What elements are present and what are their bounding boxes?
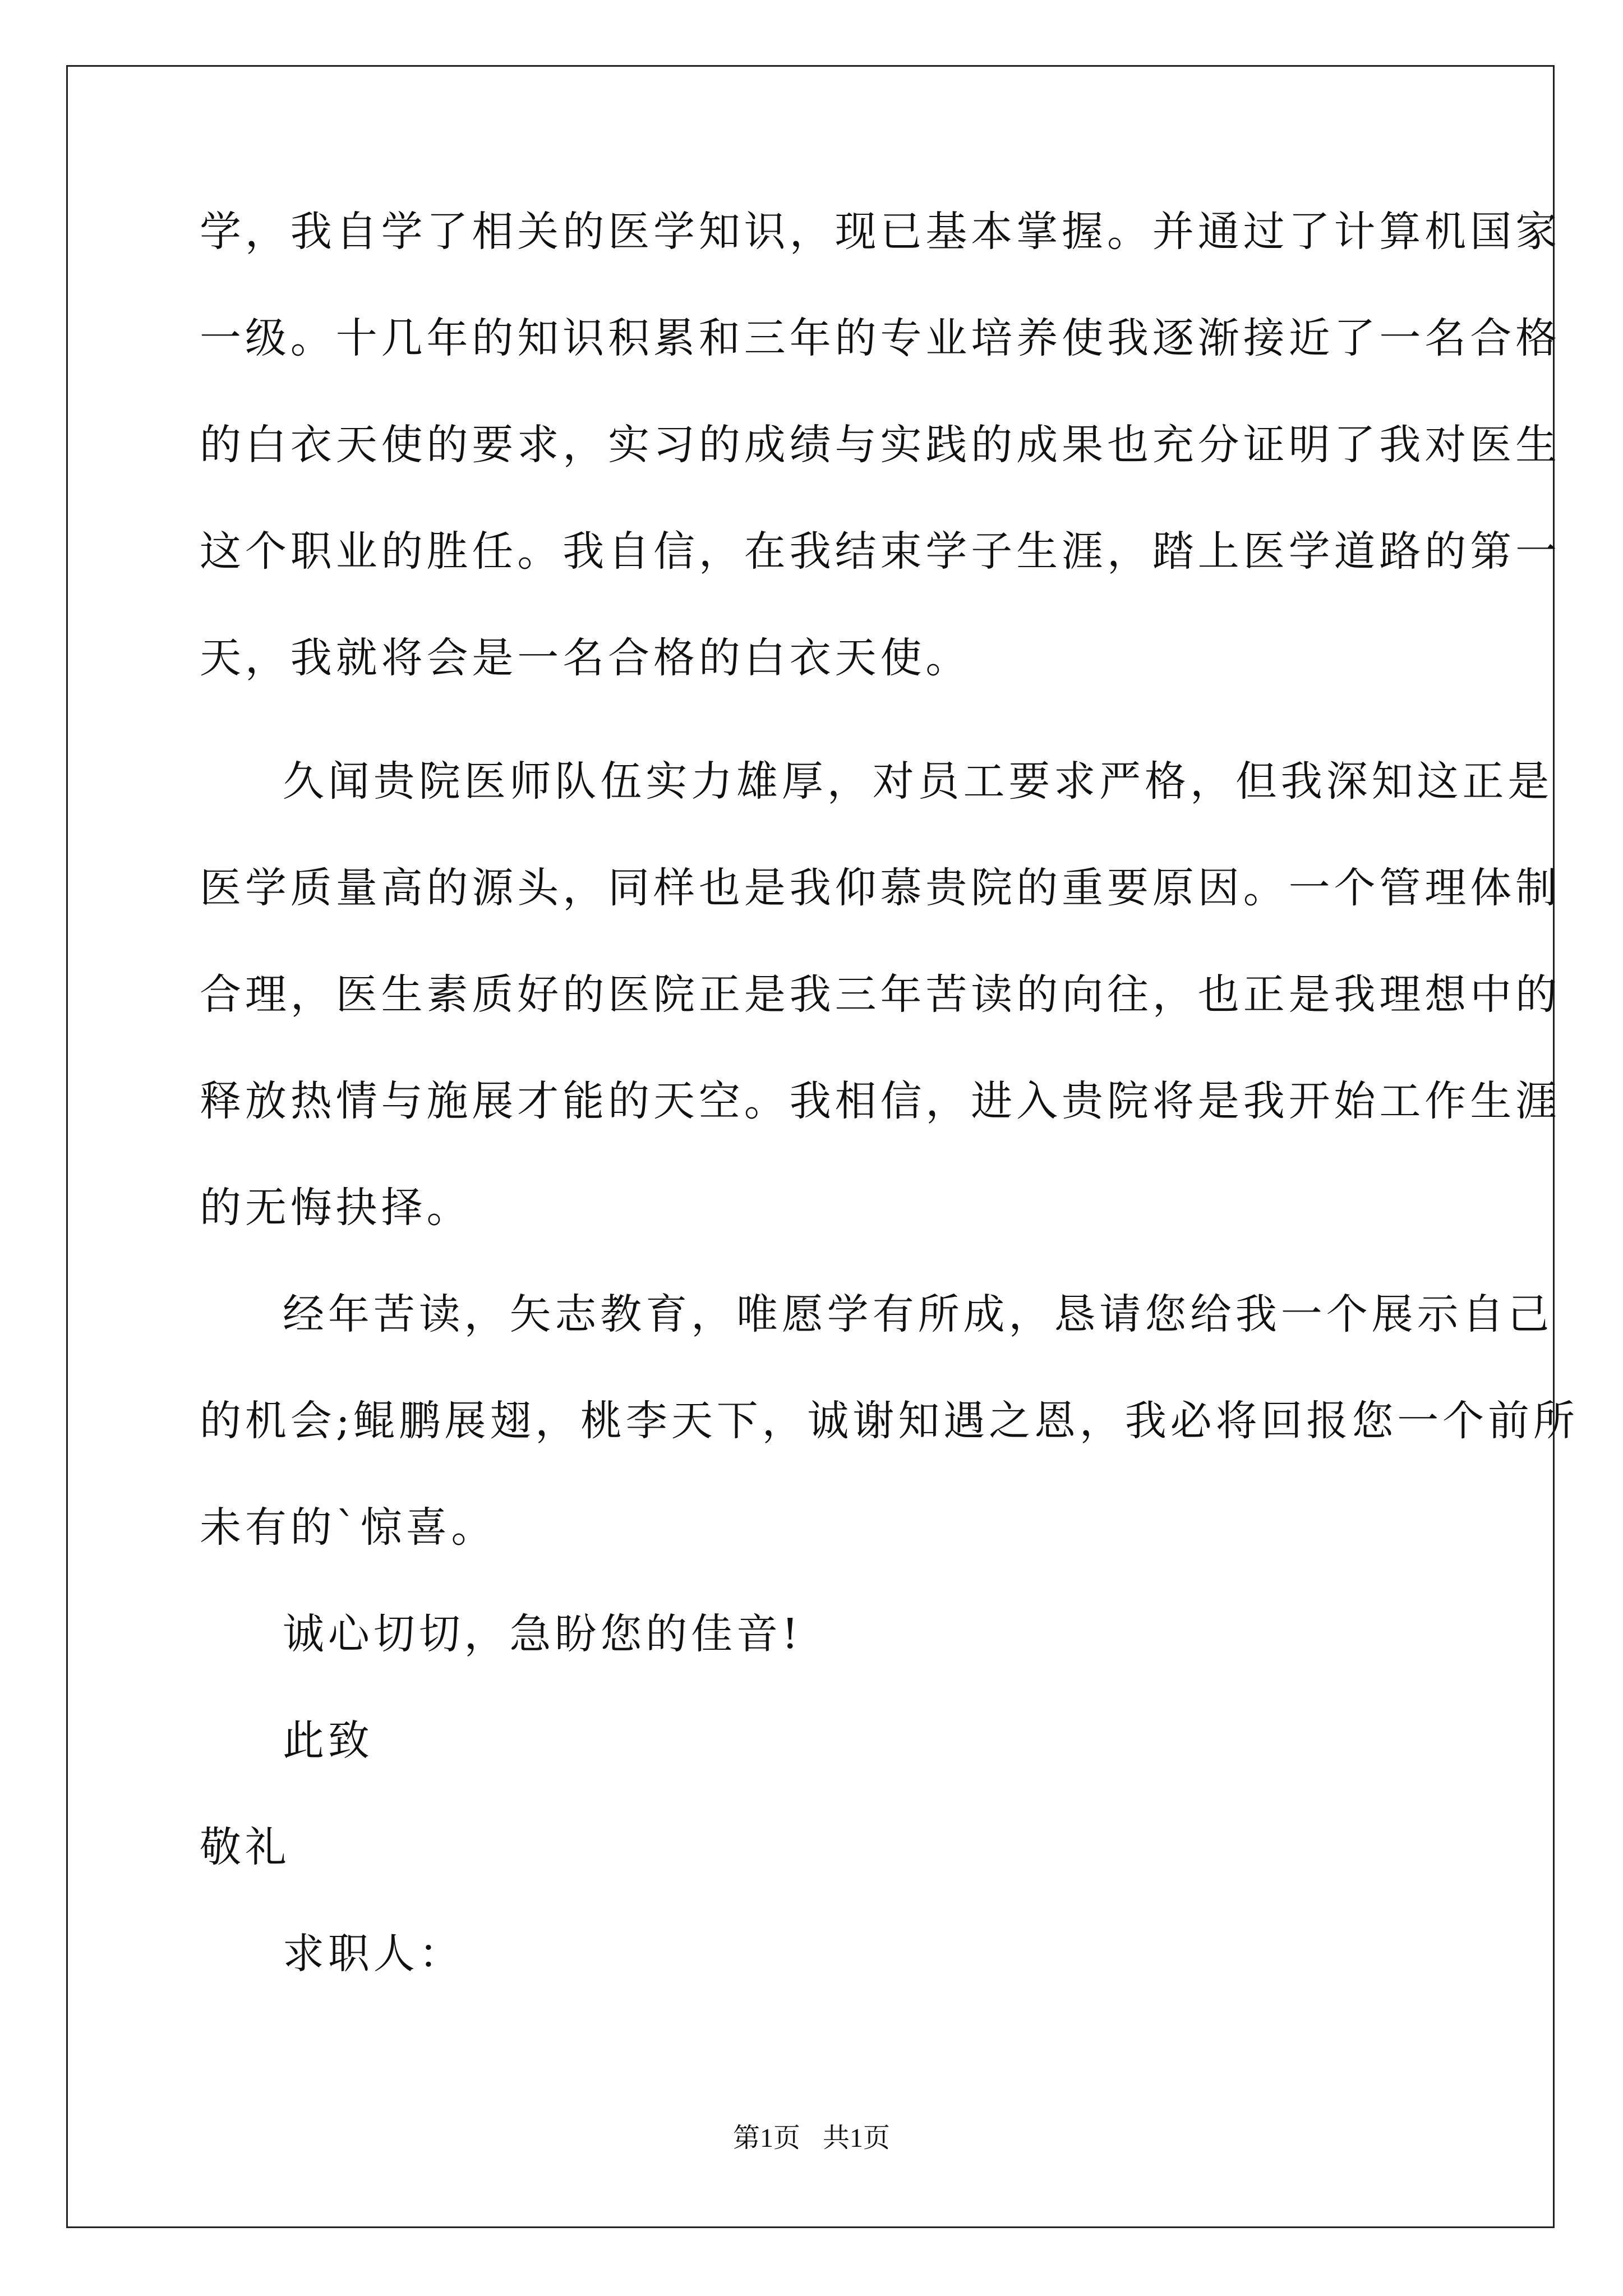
- text-line: 未有的`惊喜。: [200, 1503, 497, 1552]
- text-line: 的机会;鲲鹏展翅，桃李天下，诚谢知遇之恩，我必将回报您一个前所: [200, 1397, 1579, 1445]
- text-line: 此致: [283, 1717, 374, 1765]
- paragraph-1: [200, 178, 1561, 711]
- closing-wish: [200, 1581, 1422, 1687]
- text-line: 的无悔抉择。: [200, 1184, 472, 1232]
- paragraph-2: [200, 728, 1561, 1261]
- text-line: 诚心切切，急盼您的佳音!: [283, 1610, 803, 1658]
- text-line: 一级。十几年的知识积累和三年的专业培养使我逐渐接近了一名合格: [200, 314, 1561, 362]
- signature-line: [200, 1901, 1422, 2007]
- closing-salutation: [200, 1687, 1422, 1794]
- text-line: 经年苦读，矢志教育，唯愿学有所成，恳请您给我一个展示自己: [283, 1290, 1553, 1338]
- text-line: 释放热情与施展才能的天空。我相信，进入贵院将是我开始工作生涯: [200, 1077, 1561, 1125]
- paragraph-3: [200, 1261, 1579, 1581]
- page-number: 第1页: [732, 2123, 800, 2153]
- text-line: 医学质量高的源头，同样也是我仰慕贵院的重要原因。一个管理体制: [200, 864, 1561, 912]
- text-line: 天，我就将会是一名合格的白衣天使。: [200, 634, 971, 682]
- page-footer: [0, 2116, 1623, 2155]
- text-line: 学，我自学了相关的医学知识，现已基本掌握。并通过了计算机国家: [200, 208, 1561, 256]
- text-line: 的白衣天使的要求，实习的成绩与实践的成果也充分证明了我对医生: [200, 421, 1561, 469]
- text-line: 求职人：: [283, 1930, 464, 1978]
- closing-respect: [200, 1794, 1422, 1901]
- text-line: 敬礼: [200, 1823, 291, 1871]
- text-line: 合理，医生素质好的医院正是我三年苦读的向往，也正是我理想中的: [200, 970, 1561, 1019]
- text-line: 这个职业的胜任。我自信，在我结束学子生涯，踏上医学道路的第一: [200, 527, 1561, 576]
- page-total: 共1页: [823, 2123, 891, 2153]
- text-line: 久闻贵院医师队伍实力雄厚，对员工要求严格，但我深知这正是: [283, 757, 1553, 806]
